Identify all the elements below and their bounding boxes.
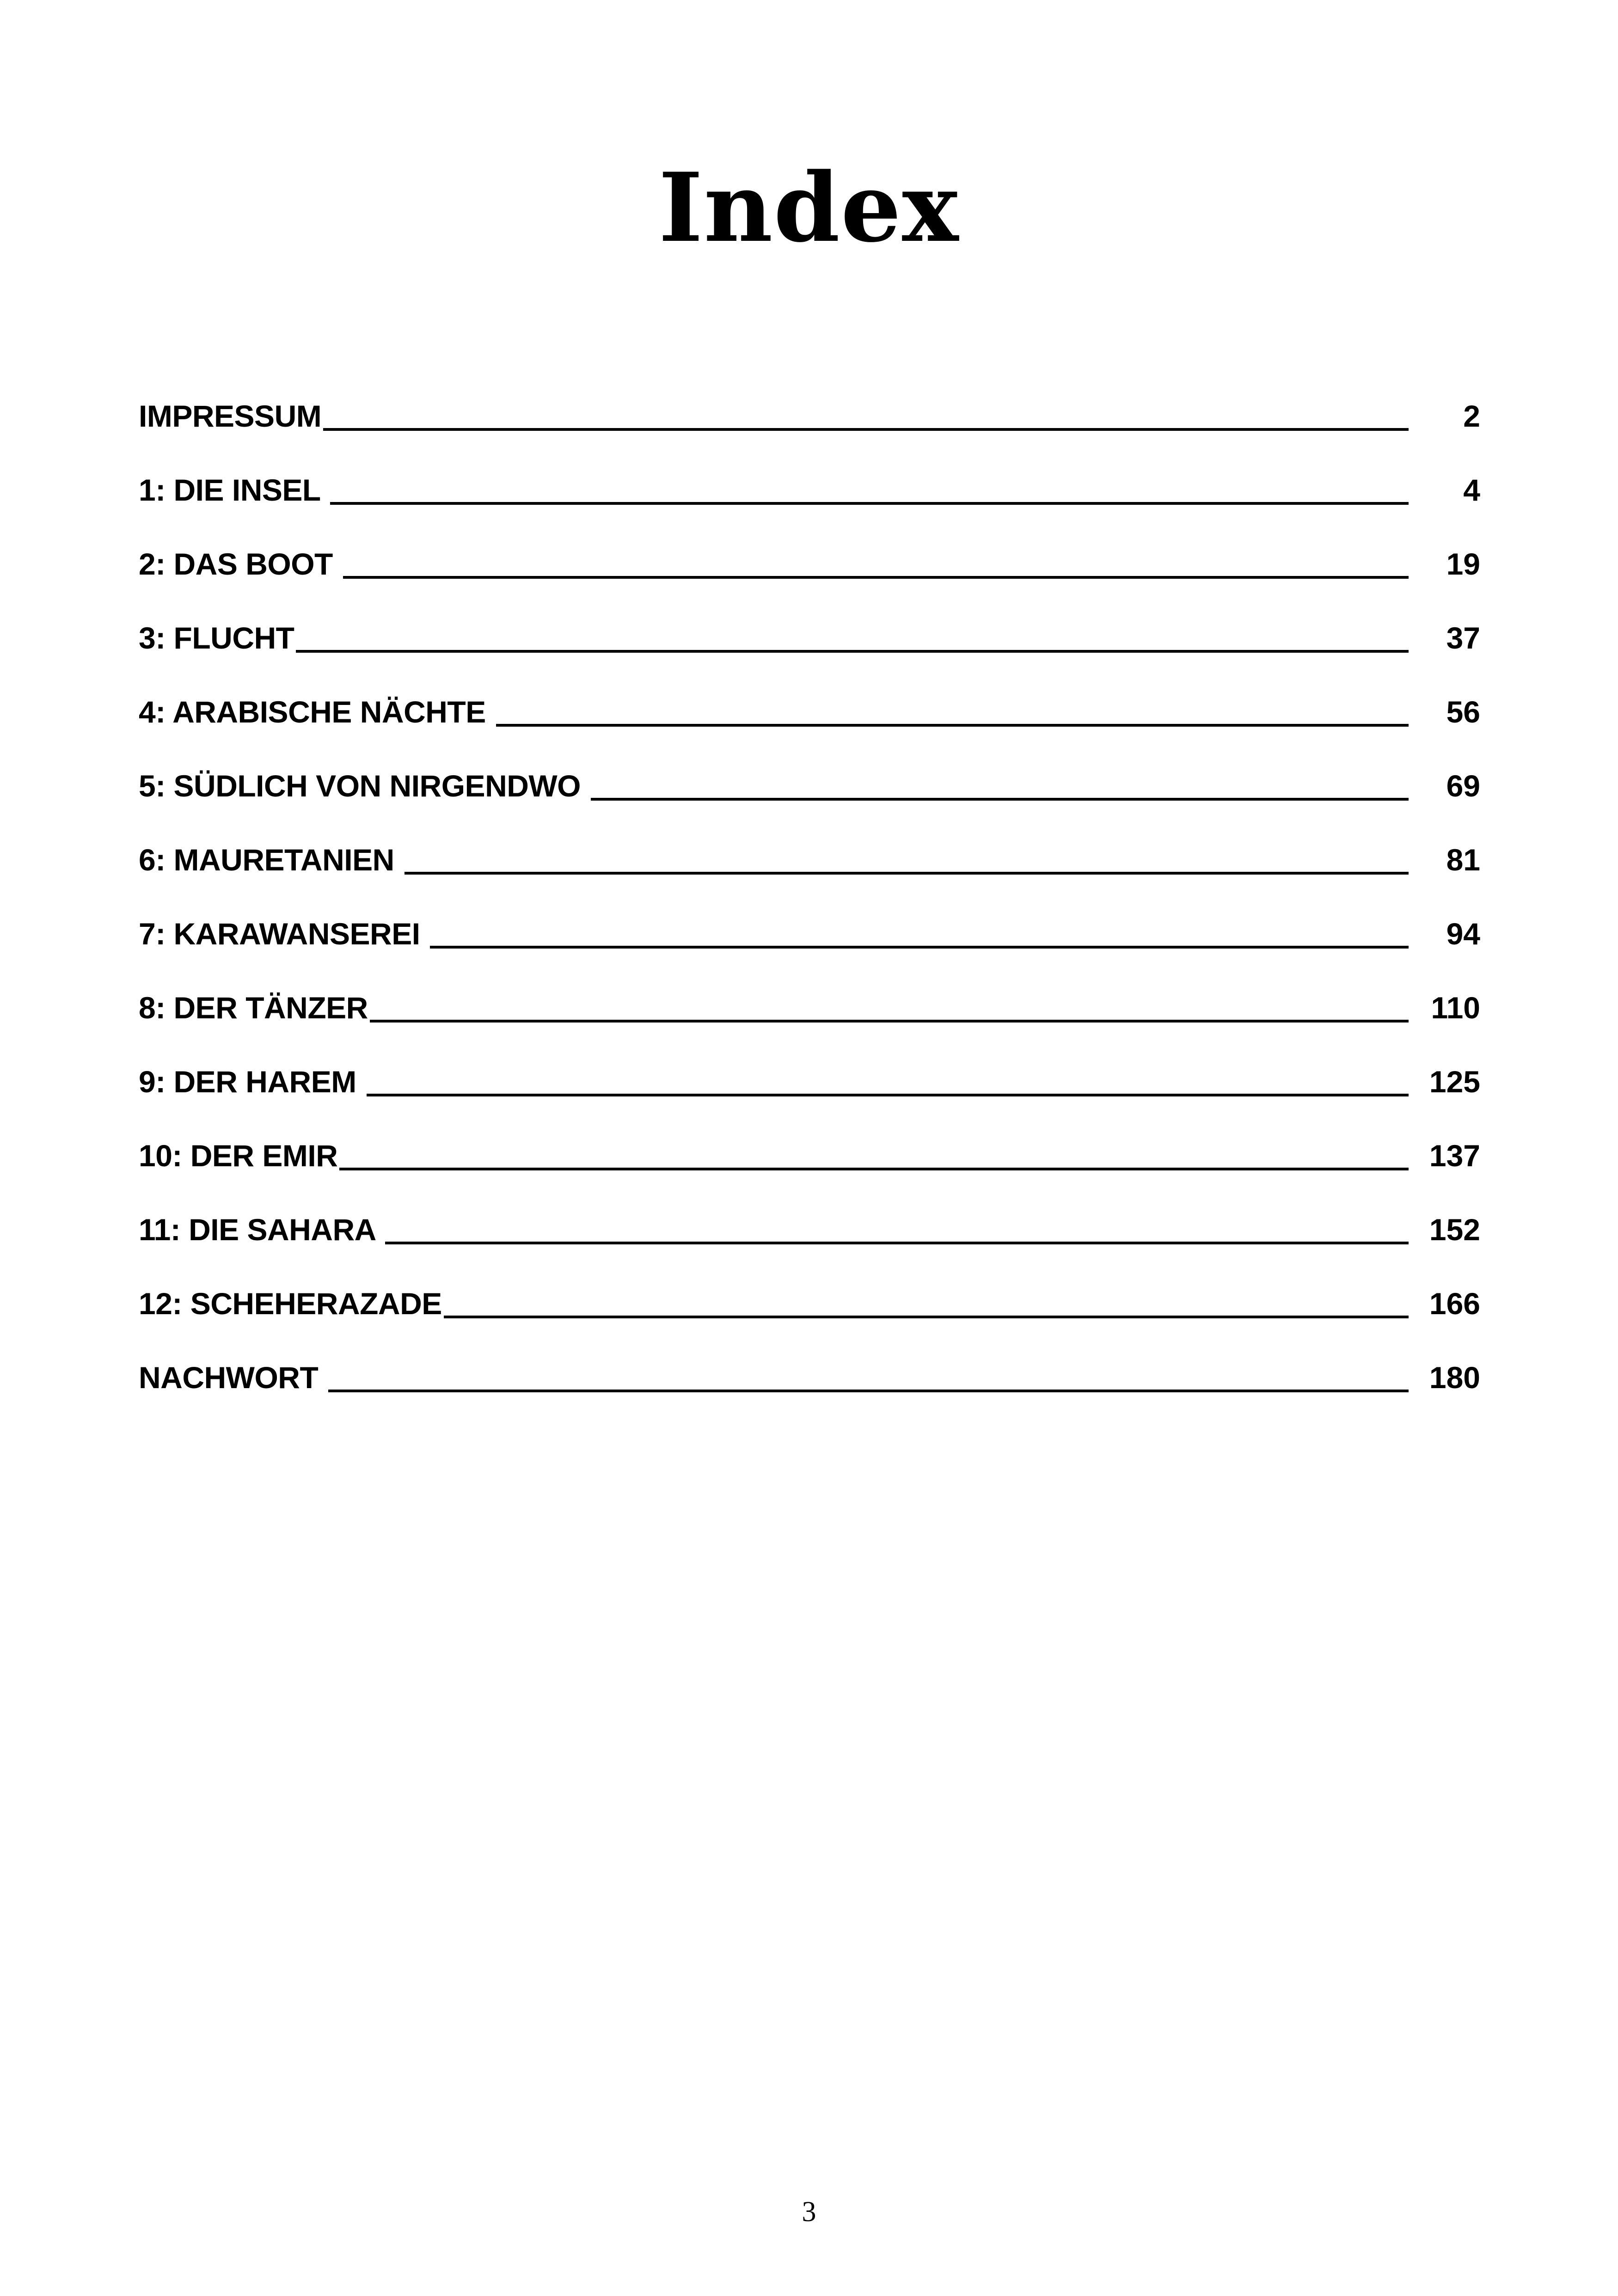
toc-entry xyxy=(139,809,1480,883)
toc-entry-page: 19 xyxy=(1446,547,1480,581)
toc-entry xyxy=(139,1327,1480,1401)
toc-entry-label: 9: DER HAREM xyxy=(139,1065,365,1099)
toc-entry-page: 56 xyxy=(1446,695,1480,729)
toc-entry xyxy=(139,1179,1480,1253)
toc-entry-page: 81 xyxy=(1446,843,1480,877)
toc-entry-page: 69 xyxy=(1446,769,1480,803)
toc-entry-page: 94 xyxy=(1446,917,1480,951)
toc-entry xyxy=(139,957,1480,1031)
toc-entry-page: 2 xyxy=(1463,399,1480,433)
toc-entry xyxy=(139,365,1480,439)
toc-entry-label: NACHWORT xyxy=(139,1360,327,1395)
toc-entry xyxy=(139,735,1480,809)
toc-entry-label: 2: DAS BOOT xyxy=(139,547,341,581)
toc-leader-line xyxy=(496,724,1409,727)
toc-entry-label: 7: KARAWANSEREI xyxy=(139,917,429,951)
toc-entry-label: 8: DER TÄNZER xyxy=(139,991,368,1025)
toc-leader-line xyxy=(370,1020,1409,1022)
toc-entry-page: 37 xyxy=(1446,621,1480,655)
toc-entry-label: 6: MAURETANIEN xyxy=(139,843,403,877)
toc-entry xyxy=(139,587,1480,661)
toc-entry-page: 166 xyxy=(1429,1286,1480,1321)
toc-entry xyxy=(139,1105,1480,1179)
toc-entry-label: IMPRESSUM xyxy=(139,399,322,433)
toc-entry-label: 10: DER EMIR xyxy=(139,1139,338,1173)
page-number: 3 xyxy=(802,2196,816,2228)
toc-entry xyxy=(139,661,1480,735)
toc-entry-label: 12: SCHEHERAZADE xyxy=(139,1286,442,1321)
toc-entry xyxy=(139,883,1480,957)
toc-leader-line xyxy=(343,576,1409,579)
toc-entry-page: 137 xyxy=(1429,1139,1480,1173)
toc-leader-line xyxy=(404,872,1409,875)
toc-entry xyxy=(139,513,1480,587)
toc-entry-label: 1: DIE INSEL xyxy=(139,473,329,507)
toc-entry-page: 110 xyxy=(1431,991,1480,1025)
toc-leader-line xyxy=(430,946,1409,949)
toc-leader-line xyxy=(444,1316,1409,1318)
toc-leader-line xyxy=(367,1094,1409,1096)
toc-leader-line xyxy=(339,1168,1409,1170)
table-of-contents xyxy=(139,365,1480,1401)
page-title: Index xyxy=(658,153,960,263)
toc-entry-label: 3: FLUCHT xyxy=(139,621,294,655)
toc-leader-line xyxy=(328,1390,1409,1392)
toc-leader-line xyxy=(330,502,1409,505)
toc-leader-line xyxy=(323,428,1409,431)
toc-entry xyxy=(139,1253,1480,1327)
toc-leader-line xyxy=(591,798,1409,801)
toc-entry-page: 180 xyxy=(1429,1360,1480,1395)
toc-entry xyxy=(139,439,1480,513)
toc-entry-label: 11: DIE SAHARA xyxy=(139,1212,384,1247)
toc-entry-page: 152 xyxy=(1429,1212,1480,1247)
toc-entry-page: 125 xyxy=(1429,1065,1480,1099)
toc-entry xyxy=(139,1031,1480,1105)
toc-entry-page: 4 xyxy=(1463,473,1480,507)
toc-entry-label: 5: SÜDLICH VON NIRGENDWO xyxy=(139,769,589,803)
toc-entry-label: 4: ARABISCHE NÄCHTE xyxy=(139,695,494,729)
toc-leader-line xyxy=(385,1242,1409,1244)
toc-leader-line xyxy=(296,650,1409,653)
